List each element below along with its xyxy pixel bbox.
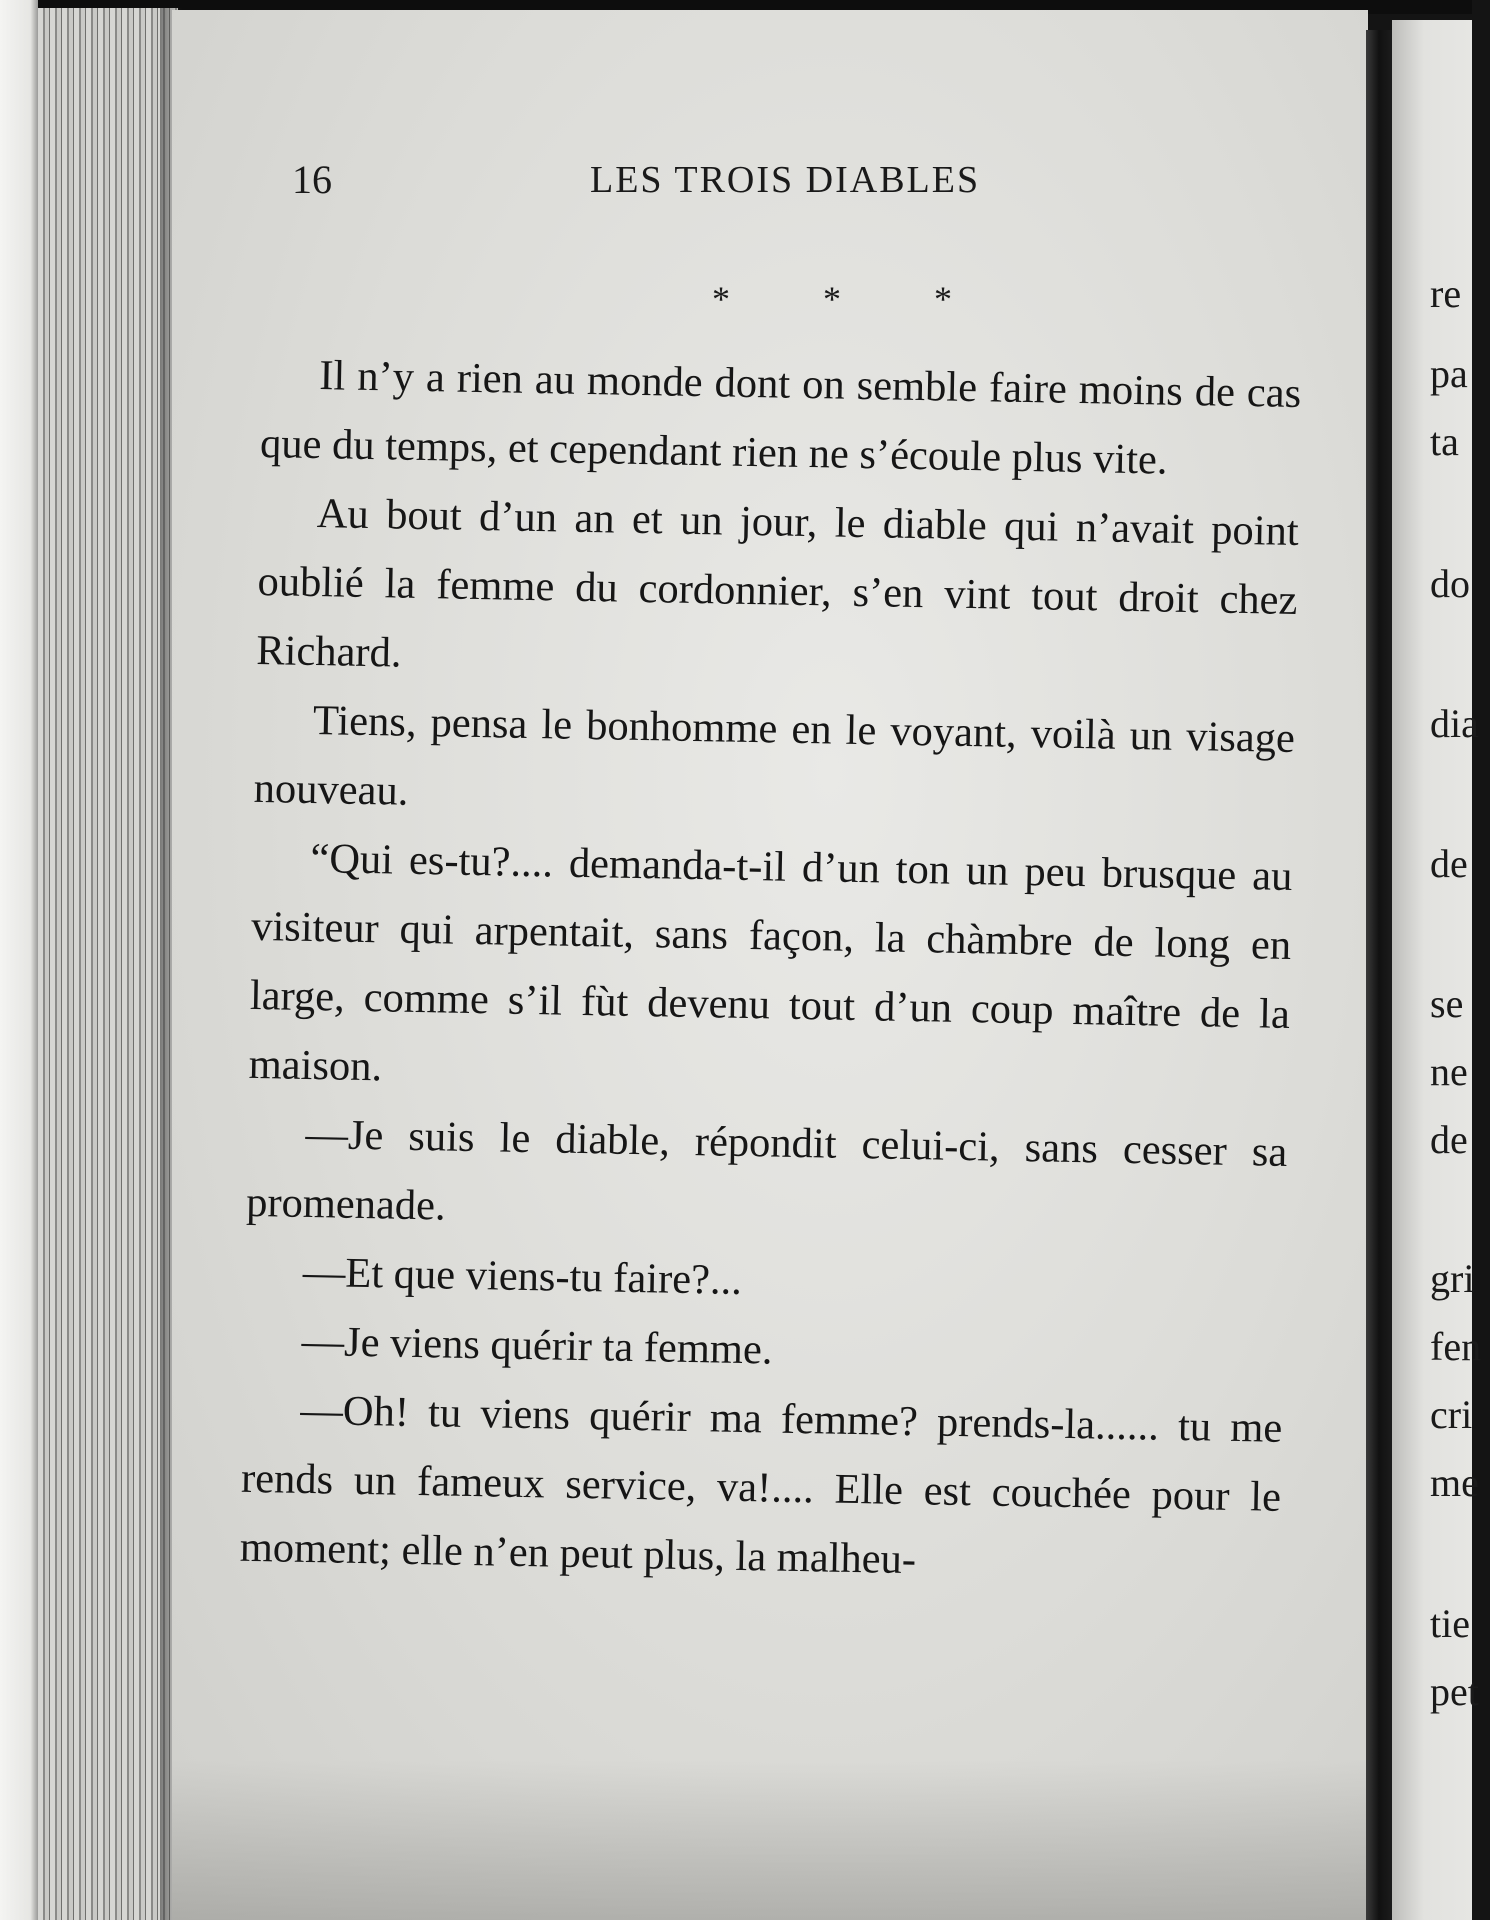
paragraph: —Et que viens-tu faire?...	[302, 1248, 743, 1304]
facing-line: se	[1430, 981, 1464, 1026]
paragraph: Il n’y a rien au monde dont on semble faire moins de cas que du temps, et cependant rien ne s’écoule plus vite.	[259, 352, 1302, 484]
facing-line: fen	[1430, 1324, 1482, 1369]
book-gutter	[1366, 30, 1392, 1920]
facing-line: pet	[1430, 1669, 1479, 1714]
facing-line: tie	[1430, 1601, 1470, 1646]
running-head	[0, 150, 1472, 210]
page-stack-edges	[38, 8, 178, 1920]
page-number: 16	[292, 157, 332, 202]
section-ornament: * * *	[712, 279, 994, 319]
facing-line: dia	[1430, 701, 1479, 746]
paragraph: —Je suis le diable, répondit celui-ci, sans cesser sa promenade.	[245, 1110, 1288, 1230]
facing-line: gri	[1430, 1256, 1475, 1301]
facing-line: de	[1430, 841, 1468, 886]
paragraph: Tiens, pensa le bonhomme en le voyant, voilà un visage nouveau.	[253, 697, 1296, 815]
facing-line: ne	[1430, 1049, 1468, 1094]
page-bottom-shading	[172, 1760, 1368, 1920]
facing-line: ta	[1430, 419, 1459, 464]
paragraph: “Qui es-tu?.... demanda-t-il d’un ton un peu brusque au visiteur qui arpentait, sans façon, la chàmbre de long en large, comme s’il fùt devenu tout d’un coup maître de la maison.	[248, 834, 1293, 1091]
facing-line: de	[1430, 1117, 1468, 1162]
running-title: LES TROIS DIABLES	[590, 159, 981, 201]
facing-line: me	[1430, 1460, 1479, 1505]
paragraph: —Je viens quérir ta femme.	[301, 1317, 773, 1374]
facing-line: cri	[1430, 1392, 1473, 1437]
body-text	[239, 340, 1302, 1601]
facing-line: pa	[1430, 351, 1468, 396]
facing-line: re	[1430, 271, 1462, 316]
paragraph: Au bout d’un an et un jour, le diable qui n’avait point oublié la femme du cordonnier, s’en vint tout droit chez Richard.	[255, 490, 1300, 677]
paragraph: —Oh! tu viens quérir ma femme? prends-la...... tu me rends un fameux service, va!.... Elle est couchée pour le moment; elle n’en peut plus, la malheu-	[239, 1386, 1283, 1584]
facing-line: do	[1430, 561, 1470, 606]
scan-background-left	[0, 0, 38, 1920]
